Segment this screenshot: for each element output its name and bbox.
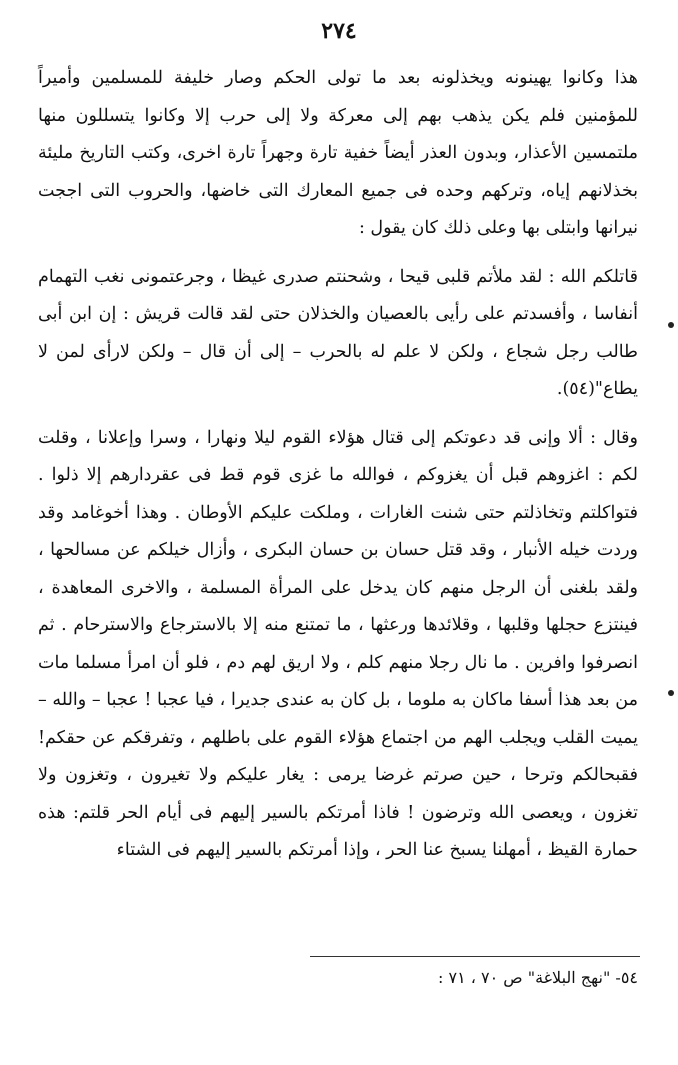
footnote-divider — [310, 956, 640, 957]
footnote: ٥٤- "نهج البلاغة" ص ٧٠ ، ٧١ : — [438, 968, 638, 987]
margin-dot-mark — [668, 690, 674, 696]
page-number: ٢٧٤ — [321, 18, 357, 44]
paragraph-3: وقال : ألا وإنى قد دعوتكم إلى قتال هؤلاء القوم ليلا ونهارا ، وسرا وإعلانا ، وقلت لكم : اغزوهم قبل أن يغزوكم ، فوالله ما غزى قوم قط فى عقردارهم إلا ذلوا . فتواكلتم وتخاذلتم حتى شنت الغارات ، وملكت عليكم الأوطان . وهذا أخوغامد وقد وردت خيله الأنبار ، وقد قتل حسان بن حسان البكرى ، وأزال خيلكم عن مسالحها ، ولقد بلغنى أن الرجل منهم كان يدخل على المرأة المسلمة ، والاخرى المعاهدة ، فينتزع حجلها وقلبها ، وقلائدها ورعثها ، ما تمتنع منه إلا بالاسترجاع والاسترحام . ثم انصرفوا وافرين . ما نال رجلا منهم كلم ، ولا اريق لهم دم ، فلو أن امرأ مسلما مات من بعد هذا أسفا ماكان به ملوما ، بل كان به عندى جديرا ، فيا عجبا ! عجبا – والله – يميت القلب ويجلب الهم من اجتماع هؤلاء القوم على باطلهم ، وتفرقكم عن حقكم! فقبحالكم وترحا ، حين صرتم غرضا يرمى : يغار عليكم ولا تغيرون ، وتغزون ولا تغزون ، ويعصى الله وترضون ! فاذا أمرتكم بالسير إليهم فى أيام الحر قلتم: هذه حمارة القيظ ، أمهلنا يسبخ عنا الحر ، وإذا أمرتكم بالسير إليهم فى الشتاء — [38, 427, 638, 860]
body-text — [38, 60, 638, 870]
paragraph-1: هذا وكانوا يهينونه ويخذلونه بعد ما تولى الحكم وصار خليفة للمسلمين وأميراً للمؤمنين فلم يكن يذهب بهم إلى معركة ولا إلى حرب إلا وكانوا يتسللون منها ملتمسين الأعذار، وبدون العذر أيضاً خفية تارة وجهراً تارة اخرى، وكتب التاريخ مليئة بخذلانهم إياه، وتركهم وحده فى جميع المعارك التى خاضها، والحروب التى اججت نيرانها وابتلى بها وعلى ذلك كان يقول : — [38, 68, 638, 238]
margin-dot-mark — [668, 322, 674, 328]
paragraph-2: قاتلكم الله : لقد ملأتم قلبى قيحا ، وشحنتم صدرى غيظا ، وجرعتمونى نغب التهمام أنفاسا ، وأفسدتم على رأيى بالعصيان والخذلان حتى لقد قالت قريش : إن ابن أبى طالب رجل شجاع ، ولكن لا علم له بالحرب – إلى أن قال – ولكن لارأى لمن لا يطاع"(٥٤). — [38, 266, 638, 399]
